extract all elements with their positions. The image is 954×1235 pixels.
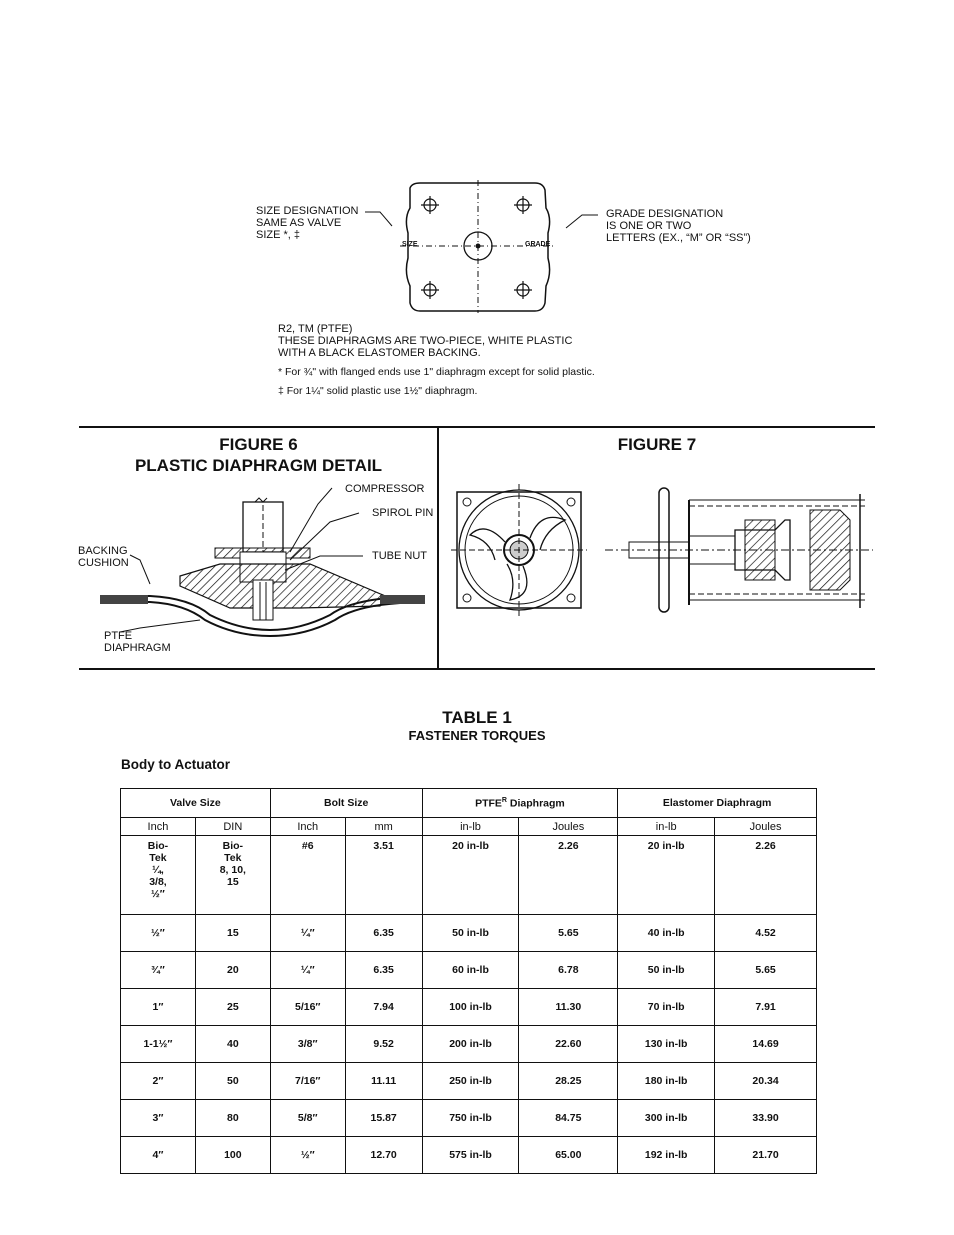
table-cell: 25 bbox=[195, 989, 270, 1026]
table-cell: 40 in-lb bbox=[618, 915, 715, 952]
sub-header-cell: mm bbox=[345, 818, 422, 836]
table-cell: 33.90 bbox=[715, 1100, 817, 1137]
header-ptfe-diaphragm: $PTFE^R$ Diaphragm bbox=[422, 789, 618, 818]
sub-header-cell: in-lb bbox=[618, 818, 715, 836]
table-cell: 2″ bbox=[121, 1063, 196, 1100]
sub-header-cell: Inch bbox=[121, 818, 196, 836]
table-cell: 192 in-lb bbox=[618, 1137, 715, 1174]
table-cell: 22.60 bbox=[519, 1026, 618, 1063]
table-cell: 180 in-lb bbox=[618, 1063, 715, 1100]
table-cell: 4.52 bbox=[715, 915, 817, 952]
table-cell: 200 in-lb bbox=[422, 1026, 519, 1063]
figure-bottom-rule bbox=[79, 668, 875, 670]
ptfe-diaphragm-label: PTFE DIAPHRAGM bbox=[104, 630, 171, 654]
table-cell: 5.65 bbox=[715, 952, 817, 989]
table-cell: 250 in-lb bbox=[422, 1063, 519, 1100]
table-cell: 50 in-lb bbox=[422, 915, 519, 952]
sub-header-row bbox=[121, 818, 817, 836]
table-cell: 750 in-lb bbox=[422, 1100, 519, 1137]
table-cell: ¼″ bbox=[270, 952, 345, 989]
table-cell: 100 bbox=[195, 1137, 270, 1174]
table-cell: 130 in-lb bbox=[618, 1026, 715, 1063]
grade-designation-label: GRADE DESIGNATION IS ONE OR TWO LETTERS (EX., “M” OR “SS”) bbox=[606, 208, 751, 244]
table-row bbox=[121, 989, 817, 1026]
table-row bbox=[121, 1100, 817, 1137]
table-row bbox=[121, 952, 817, 989]
table-cell: 15 bbox=[195, 915, 270, 952]
figure7-drawing bbox=[445, 480, 873, 620]
table-cell: 20 in-lb bbox=[618, 836, 715, 915]
table-cell: 20 in-lb bbox=[422, 836, 519, 915]
table-cell: 2.26 bbox=[715, 836, 817, 915]
table-cell: ½″ bbox=[121, 915, 196, 952]
table-cell: ¼″ bbox=[270, 915, 345, 952]
compressor-label: COMPRESSOR bbox=[345, 483, 425, 495]
table-cell: 28.25 bbox=[519, 1063, 618, 1100]
section-heading: Body to Actuator bbox=[121, 757, 230, 772]
table-cell: 11.11 bbox=[345, 1063, 422, 1100]
table-cell: 3/8″ bbox=[270, 1026, 345, 1063]
table-cell: 5.65 bbox=[519, 915, 618, 952]
grade-tag: GRADE bbox=[525, 241, 551, 248]
backing-cushion-label: BACKING CUSHION bbox=[78, 545, 129, 569]
sub-header-cell: Joules bbox=[715, 818, 817, 836]
sub-header-cell: in-lb bbox=[422, 818, 519, 836]
table-cell: 5/16″ bbox=[270, 989, 345, 1026]
spirol-pin-label: SPIROL PIN bbox=[372, 507, 434, 519]
table1-subtitle: FASTENER TORQUES bbox=[408, 728, 546, 743]
table-cell: 20 bbox=[195, 952, 270, 989]
table-row bbox=[121, 1137, 817, 1174]
table-row bbox=[121, 836, 817, 915]
diaphragm-top-view-diagram bbox=[360, 178, 610, 318]
table-cell: 15.87 bbox=[345, 1100, 422, 1137]
table-cell: 65.00 bbox=[519, 1137, 618, 1174]
figure-divider bbox=[437, 427, 439, 669]
sub-header-cell: DIN bbox=[195, 818, 270, 836]
figure-top-rule bbox=[79, 426, 875, 428]
footnote-star: * For ¾" with flanged ends use 1" diaphragm except for solid plastic. bbox=[278, 366, 595, 378]
figure6-title: FIGURE 6 PLASTIC DIAPHRAGM DETAIL bbox=[134, 435, 383, 475]
table-cell: 20.34 bbox=[715, 1063, 817, 1100]
table-cell: 84.75 bbox=[519, 1100, 618, 1137]
table-cell: 5/8″ bbox=[270, 1100, 345, 1137]
figure7-title: FIGURE 7 bbox=[617, 435, 697, 454]
header-bolt-size: Bolt Size bbox=[270, 789, 422, 818]
table-cell: 4″ bbox=[121, 1137, 196, 1174]
table-row bbox=[121, 915, 817, 952]
table-cell: 1-1½″ bbox=[121, 1026, 196, 1063]
table-cell: 7.91 bbox=[715, 989, 817, 1026]
table-cell: 2.26 bbox=[519, 836, 618, 915]
sub-header-cell: Joules bbox=[519, 818, 618, 836]
table-cell: 3″ bbox=[121, 1100, 196, 1137]
table-cell: 7/16″ bbox=[270, 1063, 345, 1100]
table-cell: 40 bbox=[195, 1026, 270, 1063]
table-cell: #6 bbox=[270, 836, 345, 915]
table-cell: 70 in-lb bbox=[618, 989, 715, 1026]
tube-nut-label: TUBE NUT bbox=[372, 550, 427, 562]
table-cell: 14.69 bbox=[715, 1026, 817, 1063]
table-cell: 21.70 bbox=[715, 1137, 817, 1174]
table-cell: 50 bbox=[195, 1063, 270, 1100]
table-cell: 80 bbox=[195, 1100, 270, 1137]
table-cell: 1″ bbox=[121, 989, 196, 1026]
size-tag: SIZE bbox=[402, 241, 418, 248]
table-cell: 3.51 bbox=[345, 836, 422, 915]
table-cell: Bio- Tek 8, 10, 15 bbox=[195, 836, 270, 915]
header-valve-size: Valve Size bbox=[121, 789, 271, 818]
table-cell: 100 in-lb bbox=[422, 989, 519, 1026]
table-cell: 7.94 bbox=[345, 989, 422, 1026]
table-cell: 6.35 bbox=[345, 952, 422, 989]
footnote-double-dagger: ‡ For 1¼" solid plastic use 1½" diaphragm. bbox=[278, 385, 478, 397]
table-cell: 6.35 bbox=[345, 915, 422, 952]
fastener-torques-table bbox=[120, 788, 817, 1174]
table-cell: 12.70 bbox=[345, 1137, 422, 1174]
table-row bbox=[121, 1026, 817, 1063]
table-cell: 575 in-lb bbox=[422, 1137, 519, 1174]
sub-header-cell: Inch bbox=[270, 818, 345, 836]
table-cell: 6.78 bbox=[519, 952, 618, 989]
table-cell: 60 in-lb bbox=[422, 952, 519, 989]
header-elastomer-diaphragm: Elastomer Diaphragm bbox=[618, 789, 817, 818]
size-designation-label: SIZE DESIGNATION SAME AS VALVE SIZE *, ‡ bbox=[256, 205, 359, 241]
table-cell: ½″ bbox=[270, 1137, 345, 1174]
table-cell: ¾″ bbox=[121, 952, 196, 989]
table-cell: 50 in-lb bbox=[618, 952, 715, 989]
table-cell: 11.30 bbox=[519, 989, 618, 1026]
diaphragm-notes: R2, TM (PTFE) THESE DIAPHRAGMS ARE TWO-PIECE, WHITE PLASTIC WITH A BLACK ELASTOMER BACKING. bbox=[278, 323, 573, 359]
table-cell: 300 in-lb bbox=[618, 1100, 715, 1137]
table1-title: TABLE 1 bbox=[442, 708, 512, 727]
table-cell: Bio- Tek ¼, 3/8, ½″ bbox=[121, 836, 196, 915]
table-row bbox=[121, 1063, 817, 1100]
table-cell: 9.52 bbox=[345, 1026, 422, 1063]
